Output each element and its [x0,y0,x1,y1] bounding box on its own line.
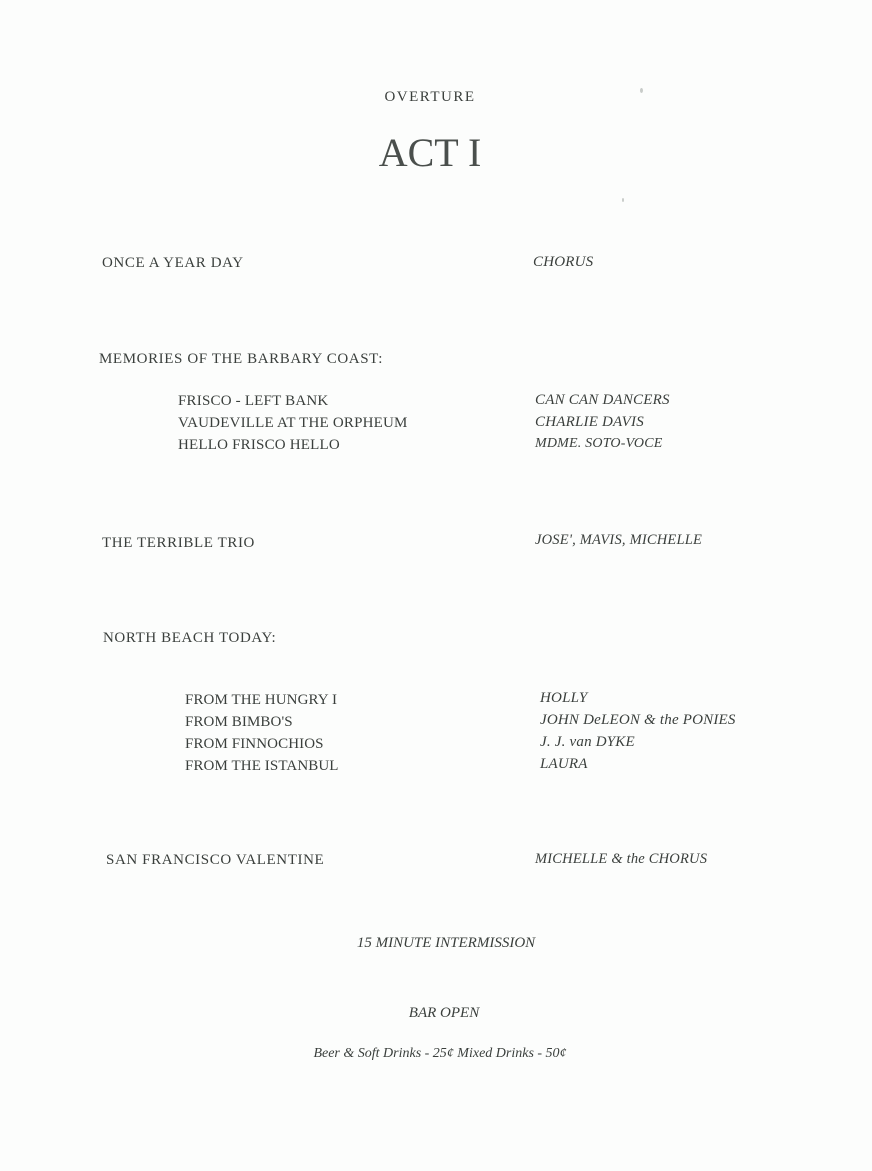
song-performer: CHARLIE DAVIS [535,414,644,430]
song-performer: JOHN DeLEON & the PONIES [540,712,736,728]
section-title: MEMORIES OF THE BARBARY COAST: [99,351,383,367]
section-title: NORTH BEACH TODAY: [103,630,277,646]
act-heading: ACT I [378,130,482,175]
song-performer: CAN CAN DANCERS [535,392,670,408]
song-title: FRISCO - LEFT BANK [178,393,329,409]
song-title: HELLO FRISCO HELLO [178,437,340,453]
song-performer: HOLLY [540,690,588,706]
song-title: SAN FRANCISCO VALENTINE [106,852,325,868]
paper-speck [640,88,643,93]
song-title: FROM FINNOCHIOS [185,736,324,752]
drink-prices: Beer & Soft Drinks - 25¢ Mixed Drinks - 50¢ [313,1046,567,1061]
song-title: THE TERRIBLE TRIO [102,535,255,551]
overture-heading: OVERTURE [384,89,476,105]
song-performer: LAURA [540,756,588,772]
song-title: FROM THE HUNGRY I [185,692,338,708]
paper-speck [622,198,624,202]
bar-open-notice: BAR OPEN [408,1005,480,1021]
song-title: ONCE A YEAR DAY [102,255,244,271]
intermission-notice: 15 MINUTE INTERMISSION [356,935,536,951]
song-title: FROM BIMBO'S [185,714,293,730]
song-performer: JOSE', MAVIS, MICHELLE [535,532,703,548]
song-performer: CHORUS [533,254,594,270]
song-title: FROM THE ISTANBUL [185,758,339,774]
song-performer: J. J. van DYKE [540,734,635,750]
song-performer: MICHELLE & the CHORUS [535,851,708,867]
song-performer: MDME. SOTO-VOCE [535,436,663,451]
song-title: VAUDEVILLE AT THE ORPHEUM [178,415,408,431]
